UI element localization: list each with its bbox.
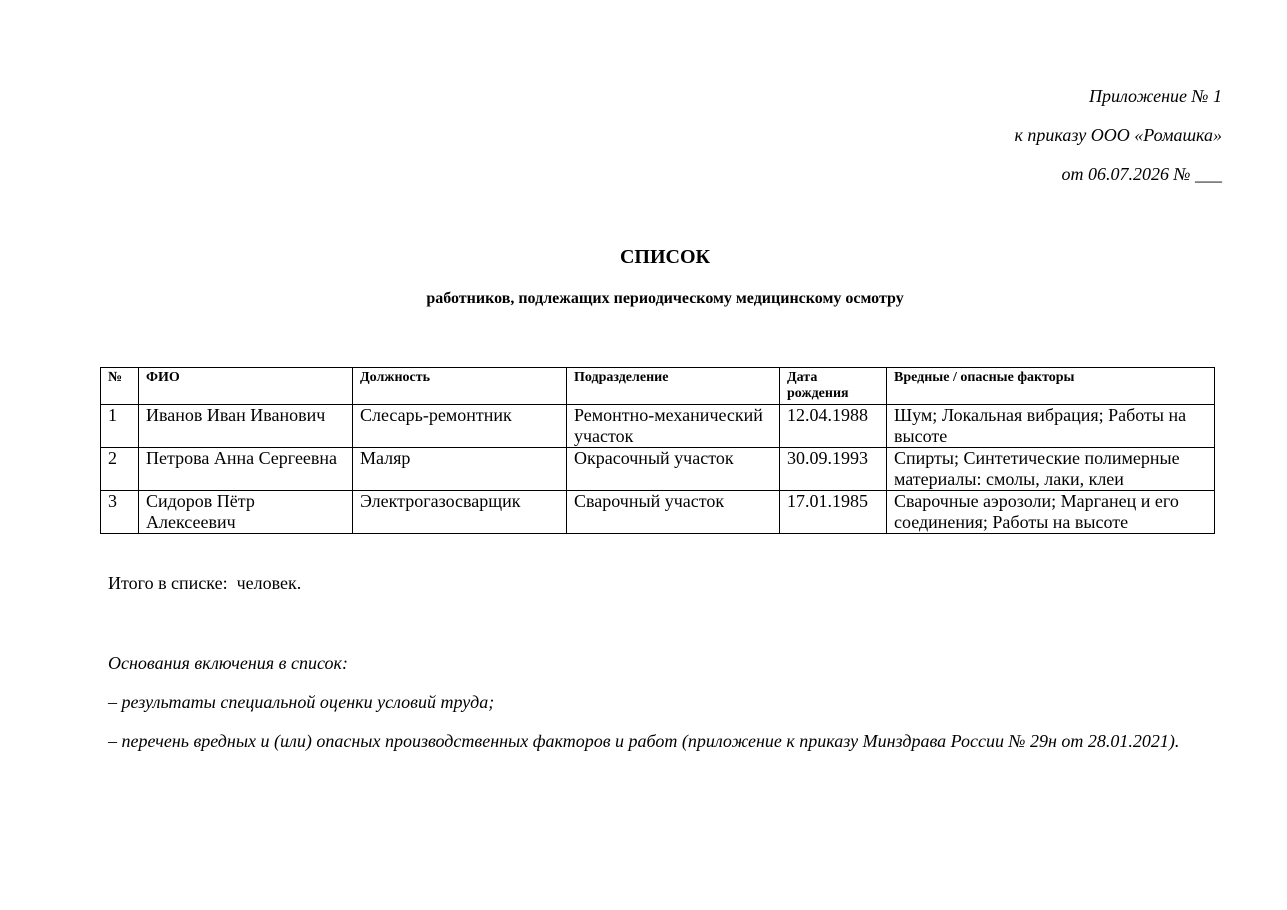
cell-hazard-factors: Сварочные аэрозоли; Марганец и его соединения; Работы на высоте [887, 491, 1215, 534]
total-count: Итого в списке: человек. [108, 573, 302, 593]
table-row [101, 448, 1215, 491]
cell-department: Ремонтно-механический участок [567, 405, 780, 448]
cell-position: Электрогазосварщик [353, 491, 567, 534]
cell-number: 1 [101, 405, 139, 448]
cell-full-name: Петрова Анна Сергеевна [139, 448, 353, 491]
cell-birth-date: 12.04.1988 [780, 405, 887, 448]
cell-full-name: Сидоров Пётр Алексеевич [139, 491, 353, 534]
cell-position: Маляр [353, 448, 567, 491]
cell-full-name: Иванов Иван Иванович [139, 405, 353, 448]
basis-item: – результаты специальной оценки условий труда; [108, 692, 495, 712]
inclusion-basis [108, 653, 1179, 770]
cell-department: Окрасочный участок [567, 448, 780, 491]
header-position: Должность [353, 368, 567, 405]
document-title: СПИСОК [619, 246, 711, 268]
cell-department: Сварочный участок [567, 491, 780, 534]
basis-item: – перечень вредных и (или) опасных производственных факторов и работ (приложение к приказу Минздрава России № 29н от 28.01.2021). [108, 731, 1180, 751]
cell-position: Слесарь-ремонтник [353, 405, 567, 448]
cell-birth-date: 30.09.1993 [780, 448, 887, 491]
header-birth-date: Дата рождения [780, 368, 887, 405]
cell-number: 3 [101, 491, 139, 534]
employees-table [100, 367, 1215, 534]
header-full-name: ФИО [139, 368, 353, 405]
cell-number: 2 [101, 448, 139, 491]
header-number: № [101, 368, 139, 405]
table-header-row [101, 368, 1215, 405]
basis-heading: Основания включения в список: [108, 653, 348, 673]
table-row [101, 405, 1215, 448]
cell-hazard-factors: Шум; Локальная вибрация; Работы на высоте [887, 405, 1215, 448]
header-hazard-factors: Вредные / опасные факторы [887, 368, 1215, 405]
header-department: Подразделение [567, 368, 780, 405]
appendix-order-date: от 06.07.2026 № ___ [1061, 164, 1222, 184]
table-row [101, 491, 1215, 534]
appendix-number: Приложение № 1 [1088, 86, 1222, 106]
appendix-block [1015, 86, 1222, 203]
appendix-order-ref: к приказу ООО «Ромашка» [1014, 125, 1222, 145]
cell-hazard-factors: Спирты; Синтетические полимерные материалы: смолы, лаки, клеи [887, 448, 1215, 491]
document-subtitle: работников, подлежащих периодическому медицинскому осмотру [426, 290, 904, 307]
cell-birth-date: 17.01.1985 [780, 491, 887, 534]
